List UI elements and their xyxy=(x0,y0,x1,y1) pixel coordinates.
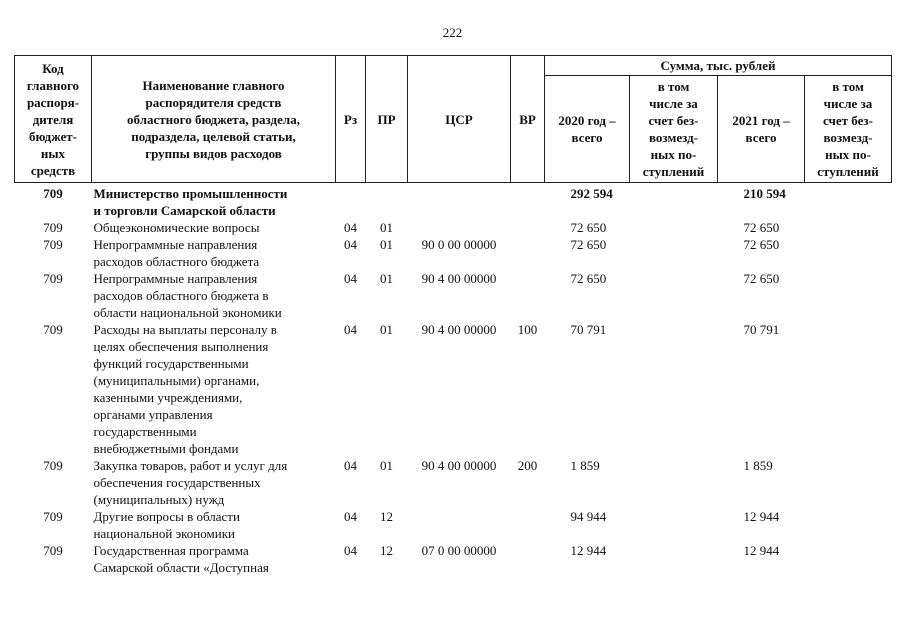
cell-2020-free xyxy=(630,183,718,220)
cell-name: Государственная программа Самарской области «Доступная xyxy=(93,543,269,575)
header-rz: Рз xyxy=(336,56,366,183)
cell-vr xyxy=(511,270,545,321)
cell-code: 709 xyxy=(43,509,63,524)
table-row xyxy=(15,219,892,236)
cell-2021-free xyxy=(805,508,892,542)
cell-2021-total: 12 944 xyxy=(743,509,780,524)
cell-rz: 04 xyxy=(344,322,357,337)
cell-csr xyxy=(408,183,511,220)
table-header xyxy=(15,56,892,183)
page-number: 222 xyxy=(442,25,463,40)
table-row xyxy=(15,457,892,508)
cell-code: 709 xyxy=(43,458,63,473)
cell-2021-total: 1 859 xyxy=(743,458,773,473)
cell-2021-free xyxy=(805,236,892,270)
cell-2020-free xyxy=(630,457,718,508)
cell-2021-free xyxy=(805,183,892,220)
cell-2020-total: 70 791 xyxy=(570,322,607,337)
budget-table xyxy=(14,55,892,576)
cell-2021-total: 72 650 xyxy=(743,220,780,235)
cell-2021-total: 70 791 xyxy=(743,322,780,337)
cell-csr xyxy=(408,219,511,236)
cell-rz xyxy=(336,183,366,220)
cell-2020-total: 12 944 xyxy=(570,543,607,558)
cell-vr: 200 xyxy=(517,458,538,473)
cell-code: 709 xyxy=(43,220,63,235)
table-row xyxy=(15,321,892,457)
cell-2020-free xyxy=(630,321,718,457)
header-pr: ПР xyxy=(366,56,408,183)
table-row xyxy=(15,542,892,576)
cell-pr: 12 xyxy=(380,543,393,558)
header-2021-total: 2021 год – всего xyxy=(718,76,805,183)
cell-vr xyxy=(511,236,545,270)
cell-rz: 04 xyxy=(344,543,357,558)
cell-name: Общеэкономические вопросы xyxy=(93,220,260,235)
header-2020-free: в том числе за счет без- возмезд- ных по- ступлений xyxy=(630,76,718,183)
cell-rz: 04 xyxy=(344,271,357,286)
header-2021-free: в том числе за счет без- возмезд- ных по- ступлений xyxy=(805,76,892,183)
cell-csr: 90 4 00 00000 xyxy=(421,271,497,286)
cell-pr: 01 xyxy=(380,220,393,235)
header-vr: ВР xyxy=(511,56,545,183)
cell-2021-total: 72 650 xyxy=(743,271,780,286)
cell-2020-total: 292 594 xyxy=(570,186,613,201)
cell-rz: 04 xyxy=(344,220,357,235)
header-code: Код главного распоря- дителя бюджет- ных средств xyxy=(15,56,92,183)
cell-vr xyxy=(511,219,545,236)
cell-name: Закупка товаров, работ и услуг для обеспечения государственных (муниципальных) нужд xyxy=(93,458,288,507)
cell-2020-free xyxy=(630,270,718,321)
cell-2020-total: 1 859 xyxy=(570,458,600,473)
cell-2020-free xyxy=(630,542,718,576)
cell-2021-total: 210 594 xyxy=(743,186,786,201)
table-row xyxy=(15,508,892,542)
cell-rz: 04 xyxy=(344,458,357,473)
cell-rz: 04 xyxy=(344,237,357,252)
cell-2020-total: 72 650 xyxy=(570,271,607,286)
header-sum: Сумма, тыс. рублей xyxy=(545,56,892,76)
cell-2021-total: 12 944 xyxy=(743,543,780,558)
cell-vr: 100 xyxy=(517,322,538,337)
cell-name: Непрограммные направления расходов областного бюджета в области национальной экономики xyxy=(93,271,282,320)
cell-vr xyxy=(511,542,545,576)
header-name: Наименование главного распорядителя средств областного бюджета, раздела, подраздела, целевой статьи, группы видов расходов xyxy=(92,56,336,183)
cell-code: 709 xyxy=(43,186,63,201)
cell-csr: 90 0 00 00000 xyxy=(421,237,497,252)
cell-2021-free xyxy=(805,542,892,576)
budget-table-container xyxy=(14,55,891,576)
cell-2021-free xyxy=(805,321,892,457)
cell-code: 709 xyxy=(43,543,63,558)
cell-2021-free xyxy=(805,219,892,236)
cell-code: 709 xyxy=(43,271,63,286)
cell-vr xyxy=(511,508,545,542)
header-csr: ЦСР xyxy=(408,56,511,183)
cell-vr xyxy=(511,183,545,220)
cell-2021-total: 72 650 xyxy=(743,237,780,252)
table-body xyxy=(15,183,892,577)
cell-csr: 90 4 00 00000 xyxy=(421,322,497,337)
cell-2020-total: 72 650 xyxy=(570,220,607,235)
cell-pr xyxy=(366,183,408,220)
cell-2021-free xyxy=(805,270,892,321)
cell-2020-free xyxy=(630,219,718,236)
cell-2020-free xyxy=(630,236,718,270)
cell-pr: 01 xyxy=(380,322,393,337)
cell-csr xyxy=(408,508,511,542)
header-2020-total: 2020 год – всего xyxy=(545,76,630,183)
cell-2020-free xyxy=(630,508,718,542)
cell-csr: 07 0 00 00000 xyxy=(421,543,497,558)
cell-pr: 12 xyxy=(380,509,393,524)
table-row xyxy=(15,236,892,270)
cell-csr: 90 4 00 00000 xyxy=(421,458,497,473)
cell-name: Расходы на выплаты персоналу в целях обеспечения выполнения функций государственными (муниципальными) органами, казенными учреждениями, органами управления государственными внебюджетными фондами xyxy=(93,322,277,456)
cell-name: Министерство промышленности и торговли Самарской области xyxy=(93,186,288,218)
cell-2020-total: 72 650 xyxy=(570,237,607,252)
cell-2020-total: 94 944 xyxy=(570,509,607,524)
cell-pr: 01 xyxy=(380,237,393,252)
cell-2021-free xyxy=(805,457,892,508)
cell-code: 709 xyxy=(43,322,63,337)
table-row xyxy=(15,183,892,220)
cell-name: Другие вопросы в области национальной экономики xyxy=(93,509,240,541)
cell-rz: 04 xyxy=(344,509,357,524)
cell-pr: 01 xyxy=(380,271,393,286)
cell-code: 709 xyxy=(43,237,63,252)
cell-pr: 01 xyxy=(380,458,393,473)
table-row xyxy=(15,270,892,321)
cell-name: Непрограммные направления расходов областного бюджета xyxy=(93,237,260,269)
